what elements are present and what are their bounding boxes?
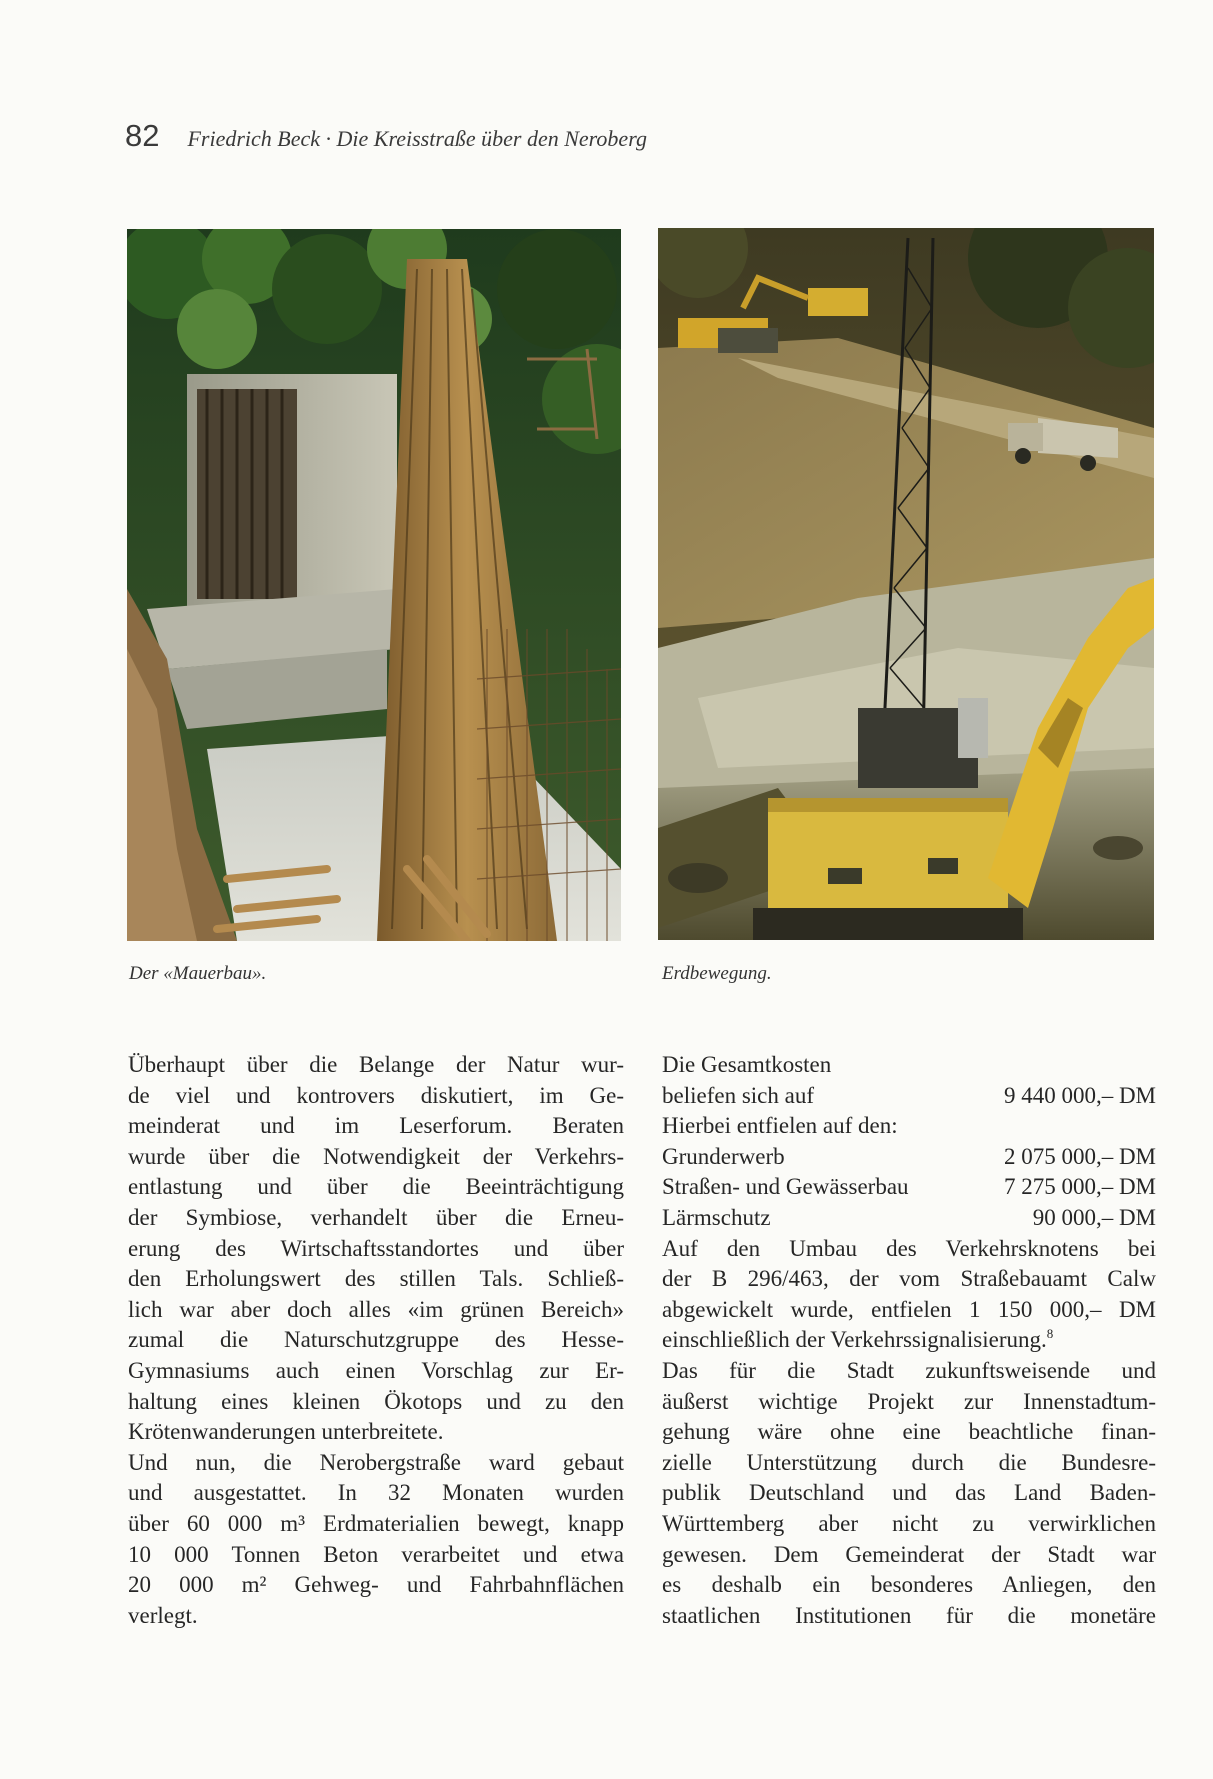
left-line: 10 000 Tonnen Beton verarbeitet und etwa xyxy=(128,1541,624,1567)
cost-amount: 90 000,– DM xyxy=(1032,1204,1156,1230)
left-line: der Symbiose, verhandelt über die Erneu- xyxy=(128,1204,624,1230)
photo-mauerbau-image xyxy=(127,229,621,941)
cost-row-total xyxy=(662,1081,1156,1112)
left-line: und ausgestattet. In 32 Monaten wurden xyxy=(128,1480,624,1506)
right-line: es deshalb ein besonderes Anliegen, den xyxy=(662,1572,1156,1598)
right-line: staatlichen Institutionen für die monetäre xyxy=(662,1602,1156,1628)
breakdown-intro: Hierbei entfielen auf den: xyxy=(662,1113,898,1139)
left-line: verlegt. xyxy=(128,1602,198,1628)
cost-amount: 9 440 000,– DM xyxy=(1003,1082,1156,1108)
cost-row xyxy=(662,1142,1156,1173)
cost-amount: 7 275 000,– DM xyxy=(1003,1174,1156,1200)
right-column-text xyxy=(662,1050,1156,1631)
running-head xyxy=(125,118,647,154)
left-line: den Erholungswert des stillen Tals. Schließ- xyxy=(128,1266,624,1292)
photo-erdbewegung-image xyxy=(658,228,1154,940)
left-line: Gymnasiums auch einen Vorschlag zur Er- xyxy=(128,1357,624,1383)
footnote-reference: 8 xyxy=(1046,1326,1054,1342)
left-line: Überhaupt über die Belange der Natur wur- xyxy=(128,1052,624,1077)
page-number: 82 xyxy=(125,118,160,153)
left-line: erung des Wirtschaftsstandortes und über xyxy=(128,1235,624,1261)
left-line: lich war aber doch alles «im grünen Bereich» xyxy=(128,1296,624,1322)
cost-label: Lärmschutz xyxy=(662,1204,771,1230)
left-line: haltung eines kleinen Ökotops und zu den xyxy=(128,1388,624,1414)
right-line: Württemberg aber nicht zu verwirklichen xyxy=(662,1510,1156,1536)
right-line: zielle Unterstützung durch die Bundesre- xyxy=(662,1449,1156,1475)
running-title: Friedrich Beck · Die Kreisstraße über den Neroberg xyxy=(187,126,647,151)
left-line: Und nun, die Nerobergstraße ward gebaut xyxy=(128,1449,624,1475)
cost-row xyxy=(662,1203,1156,1234)
right-line: Auf den Umbau des Verkehrsknotens bei xyxy=(662,1235,1156,1261)
cost-row xyxy=(662,1172,1156,1203)
caption-mauerbau: Der «Mauerbau». xyxy=(129,963,267,984)
right-line: publik Deutschland und das Land Baden- xyxy=(662,1480,1156,1506)
left-line: wurde über die Notwendigkeit der Verkehrs- xyxy=(128,1143,624,1169)
left-line: de viel und kontrovers diskutiert, im Ge- xyxy=(128,1082,624,1108)
left-line: Krötenwanderungen unterbreitete. xyxy=(128,1419,444,1445)
left-column-text xyxy=(128,1050,624,1631)
cost-label: beliefen sich auf xyxy=(662,1082,814,1108)
right-line: äußerst wichtige Projekt zur Innenstadtum- xyxy=(662,1388,1156,1414)
cost-label: Straßen- und Gewässerbau xyxy=(662,1174,909,1200)
right-line: einschließlich der Verkehrssignalisierung. xyxy=(662,1327,1047,1353)
left-line: meinderat und im Leserforum. Beraten xyxy=(128,1113,624,1139)
right-line-with-footnote xyxy=(662,1325,1156,1356)
left-line: 20 000 m² Gehweg- und Fahrbahnflächen xyxy=(128,1572,624,1598)
right-line: gewesen. Dem Gemeinderat der Stadt war xyxy=(662,1541,1156,1567)
left-line: über 60 000 m³ Erdmaterialien bewegt, knapp xyxy=(128,1510,624,1536)
left-line: zumal die Naturschutzgruppe des Hesse- xyxy=(128,1327,624,1353)
right-line: abgewickelt wurde, entfielen 1 150 000,– DM xyxy=(662,1296,1156,1322)
left-line: entlastung und über die Beeinträchtigung xyxy=(128,1174,624,1200)
right-line: Das für die Stadt zukunftsweisende und xyxy=(662,1357,1156,1383)
costs-intro: Die Gesamtkosten xyxy=(662,1052,832,1077)
caption-erdbewegung: Erdbewegung. xyxy=(662,963,772,984)
right-line: der B 296/463, der vom Straßebauamt Calw xyxy=(662,1266,1156,1292)
cost-amount: 2 075 000,– DM xyxy=(1003,1143,1156,1169)
right-line: gehung wäre ohne eine beachtliche finan- xyxy=(662,1419,1156,1445)
photo-mauerbau xyxy=(127,229,621,941)
photo-erdbewegung xyxy=(658,228,1154,940)
cost-label: Grunderwerb xyxy=(662,1143,785,1169)
